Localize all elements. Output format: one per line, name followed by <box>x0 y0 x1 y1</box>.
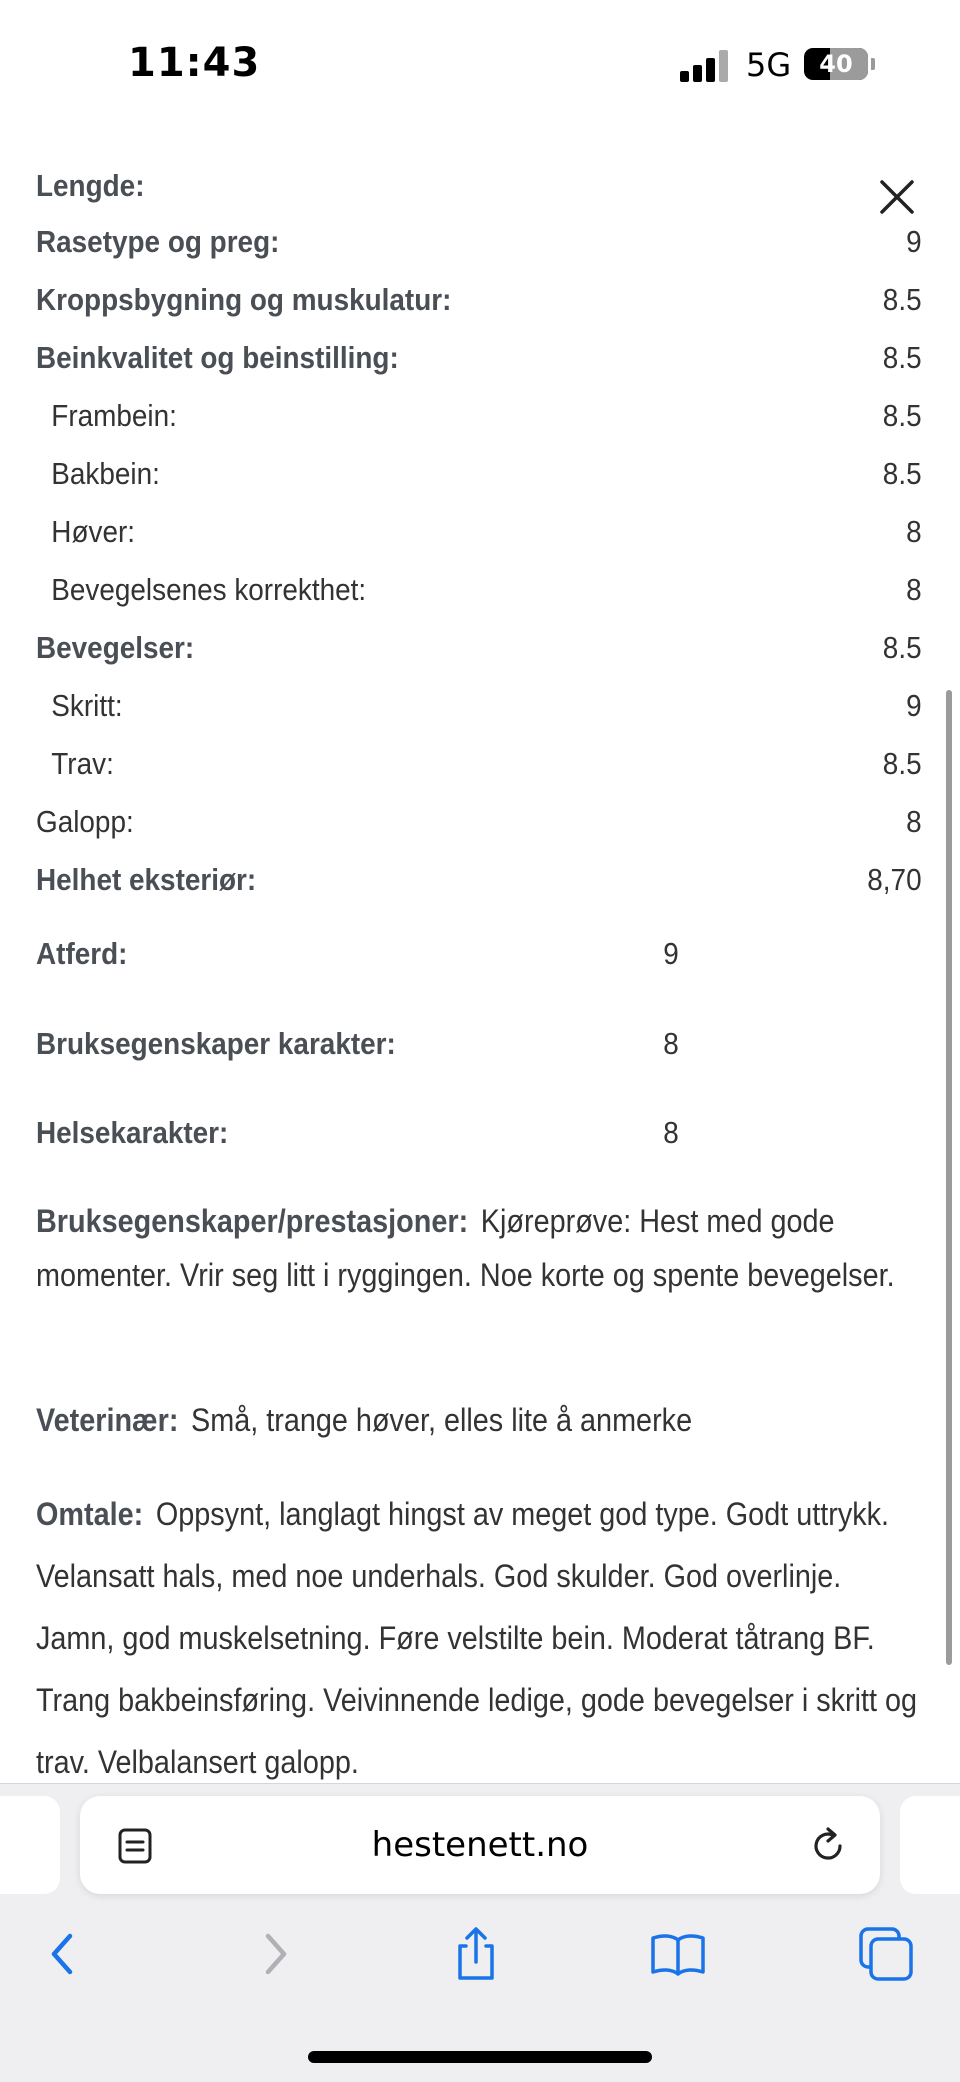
share-button[interactable] <box>446 1924 506 1984</box>
share-icon <box>446 1924 506 1984</box>
battery-icon <box>804 48 868 80</box>
battery-tip <box>871 58 875 70</box>
back-chevron-icon <box>34 1924 94 1984</box>
status-time: 11:43 <box>128 40 261 86</box>
score-label: Bevegelsenes korrekthet: <box>51 572 367 607</box>
performance-text: Kjøreprøve: Hest med gode momenter. Vrir seg litt i ryggingen. Noe korte og spente bevegelser. <box>36 1203 895 1293</box>
score-value: 8.5 <box>882 282 922 317</box>
cellular-signal-icon <box>680 48 728 82</box>
browser-toolbar <box>0 1783 960 2082</box>
score-row-galopp <box>36 793 922 851</box>
score-row-bakbein <box>36 445 922 503</box>
network-type: 5G <box>746 46 792 84</box>
tabs-icon <box>856 1924 916 1984</box>
bookmarks-button[interactable] <box>648 1924 708 1984</box>
score-row-lengde <box>36 157 833 215</box>
score-label: Helhet eksteriør: <box>36 862 257 897</box>
score-row-skritt <box>36 677 922 735</box>
score-label: Høver: <box>51 514 135 549</box>
score-row-frambein <box>36 387 922 445</box>
score-label: Kroppsbygning og muskulatur: <box>36 282 452 317</box>
grade-row-bruksegenskaper <box>36 1015 835 1073</box>
grade-value: 8 <box>663 1115 679 1150</box>
score-row-trav <box>36 735 922 793</box>
score-label: Rasetype og preg: <box>36 224 280 259</box>
status-bar <box>0 0 960 130</box>
bookmarks-icon <box>648 1924 708 1984</box>
grade-row-atferd <box>36 925 835 983</box>
url-text[interactable]: hestenett.no <box>371 1825 589 1865</box>
score-row-hover <box>36 503 922 561</box>
score-value: 8,70 <box>867 862 922 897</box>
tabs-button[interactable] <box>856 1924 916 1984</box>
grade-label: Helsekarakter: <box>36 1115 229 1150</box>
score-label: Skritt: <box>51 688 123 723</box>
grade-value: 8 <box>663 1026 679 1061</box>
score-value: 8.5 <box>882 746 922 781</box>
score-label: Frambein: <box>51 398 177 433</box>
score-label: Lengde: <box>36 168 145 203</box>
score-label: Galopp: <box>36 804 134 839</box>
grade-value: 9 <box>663 936 679 971</box>
performance-paragraph <box>36 1194 923 1302</box>
back-button[interactable] <box>34 1924 94 1984</box>
score-row-bevegelser <box>36 619 922 677</box>
score-value: 8.5 <box>882 630 922 665</box>
address-bar[interactable] <box>80 1796 880 1894</box>
vet-text: Små, trange høver, elles lite å anmerke <box>191 1402 693 1438</box>
score-label: Bevegelser: <box>36 630 195 665</box>
scrollbar[interactable] <box>946 690 952 1665</box>
grade-label: Bruksegenskaper karakter: <box>36 1026 396 1061</box>
score-value: 8.5 <box>882 398 922 433</box>
review-label: Omtale: <box>36 1496 144 1532</box>
vet-paragraph <box>36 1391 923 1449</box>
score-value: 8 <box>906 572 922 607</box>
review-text: Oppsynt, langlagt hingst av meget god type. Godt uttrykk. Velansatt hals, med noe underhals. God skulder. God overlinje. Jamn, god muskelsetning. Føre velstilte bein. Moderat tåtrang BF. Trang bakbeinsføring. Veivinnende ledige, gode bevegelser i skritt og trav. Velbalansert galopp. <box>36 1496 918 1780</box>
home-indicator <box>308 2051 652 2063</box>
score-value: 8 <box>906 514 922 549</box>
score-value: 9 <box>906 224 922 259</box>
score-value: 8 <box>906 804 922 839</box>
forward-chevron-icon <box>244 1924 304 1984</box>
grade-label: Atferd: <box>36 936 128 971</box>
previous-tab-preview[interactable] <box>0 1796 60 1894</box>
score-value: 8.5 <box>882 456 922 491</box>
score-row-korrekthet <box>36 561 922 619</box>
score-label: Trav: <box>51 746 114 781</box>
performance-label: Bruksegenskaper/prestasjoner: <box>36 1203 469 1239</box>
score-label: Beinkvalitet og beinstilling: <box>36 340 399 375</box>
score-value: 8.5 <box>882 340 922 375</box>
battery-level: 40 <box>819 50 853 78</box>
next-tab-preview[interactable] <box>900 1796 960 1894</box>
score-row-kroppsbygning <box>36 271 922 329</box>
forward-button[interactable] <box>244 1924 304 1984</box>
score-row-beinkvalitet <box>36 329 922 387</box>
score-row-rasetype <box>36 213 922 271</box>
score-row-helhet <box>36 851 922 909</box>
reload-icon[interactable] <box>808 1826 848 1866</box>
vet-label: Veterinær: <box>36 1402 179 1438</box>
grade-row-helsekarakter <box>36 1104 835 1162</box>
review-paragraph <box>36 1483 923 1793</box>
score-value: 9 <box>906 688 922 723</box>
score-label: Bakbein: <box>51 456 160 491</box>
